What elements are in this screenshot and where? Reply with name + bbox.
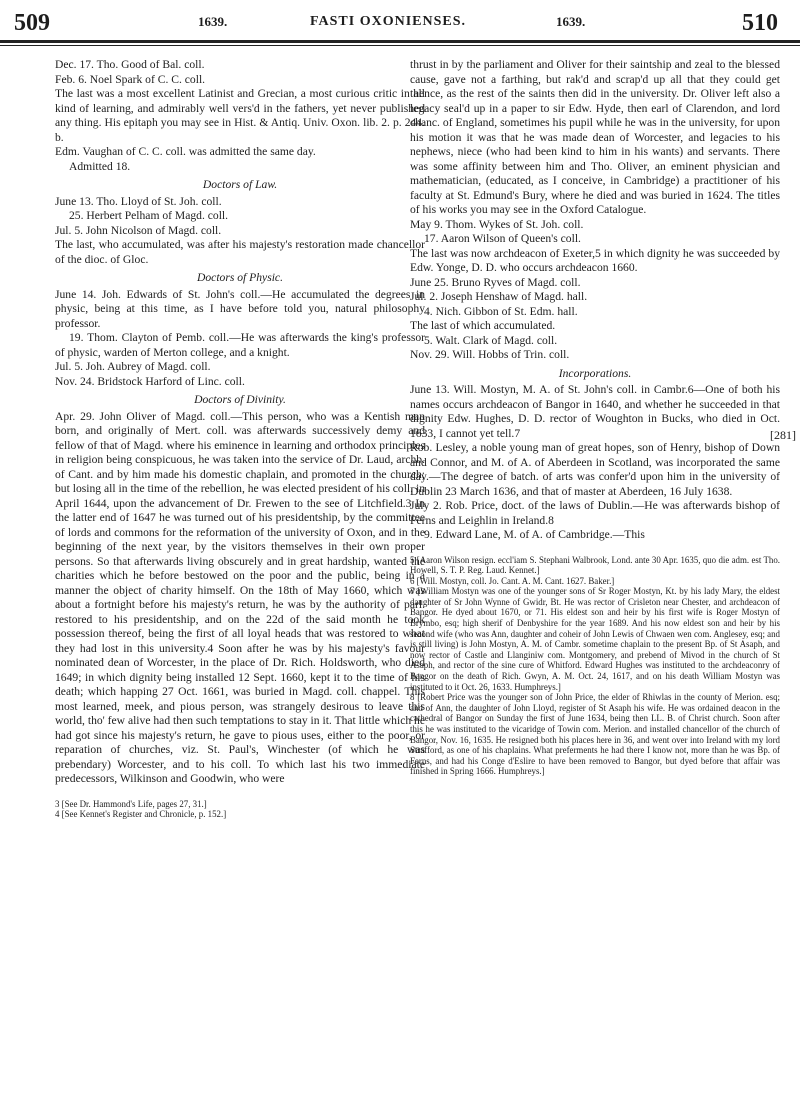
running-title: FASTI OXONIENSES. bbox=[310, 14, 467, 29]
entry-paragraph: 4. Nich. Gibbon of St. Edm. hall. bbox=[424, 304, 578, 318]
section-heading: Doctors of Law. bbox=[202, 178, 278, 191]
footnote: 3 [See Dr. Hammond's Life, pages 27, 31.] bbox=[55, 798, 207, 809]
entry-paragraph: 25. Herbert Pelham of Magd. coll. bbox=[69, 209, 229, 222]
entry-paragraph: thrust in by the parliament and Oliver for their saintship and zeal to the blessed cause, gave not a farthing, but rak'd and scrap'd up all that they could get thence, as the rest of the saints then did in the university. Dr. Oliver left also a legacy seal'd up in a paper to sir Edw. Hyde, then earl of Clarendon, and lord chanc. of England, sometimes his pupil while he was in the university, for upon his motion it was that he was made dean of Worcester, and legacies to his nephews, niece (who had been kind to him in his wants) and servants. There was some affinity between him and Tho. Oliver, an eminent physician and mathematician, (educated, as I conceive, in Cambridge) a practitioner of his faculty at St. Edmund's Bury, where he died and was buried in 1624. The titles of his works you may see in the Oxford Catalogue. bbox=[410, 58, 780, 216]
entry-paragraph: Jul. 2. Joseph Henshaw of Magd. hall. bbox=[410, 290, 588, 303]
entry-paragraph: The last was now archdeacon of Exeter,5 in which dignity he was succeeded by Edw. Yonge, D. D. who occurs archdeacon 1660. bbox=[410, 246, 780, 274]
right-page-number: 510 bbox=[742, 10, 778, 36]
entry-paragraph: Admitted 18. bbox=[69, 159, 131, 173]
section-heading: Doctors of Physic. bbox=[197, 271, 283, 284]
entry-paragraph: 17. Aaron Wilson of Queen's coll. bbox=[424, 232, 581, 245]
entry-paragraph: Rob. Lesley, a noble young man of great hopes, son of Henry, bishop of Down and Connor, and M. of A. of Aberdeen in Scotland, was incorporated the same day.—The degree of batch. of arts was confer'd upon him in the university of Dublin 23 March 1636, and that of master at Aberdeen, 16 July 1638. bbox=[410, 441, 780, 498]
footnote-separator bbox=[410, 543, 780, 555]
entry-paragraph: 9. Edward Lane, M. of A. of Cambridge.—This bbox=[424, 528, 645, 541]
right-column bbox=[410, 58, 780, 777]
left-page-number: 509 bbox=[14, 10, 50, 36]
entry-paragraph: Nov. 24. Bridstock Harford of Linc. coll. bbox=[55, 374, 245, 388]
header-rule-thick bbox=[0, 40, 800, 43]
entry-paragraph: The last, who accumulated, was after his majesty's restoration made chancellor of the dioc. of Gloc. bbox=[55, 238, 425, 266]
header-rule-thin bbox=[0, 45, 800, 46]
footnote: 4 [See Kennet's Register and Chronicle, p. 152.] bbox=[55, 809, 227, 820]
entry-paragraph: Dec. 17. Tho. Good of Bal. coll. bbox=[55, 58, 205, 71]
entry-paragraph: Feb. 6. Noel Spark of C. C. coll. bbox=[55, 72, 206, 86]
entry-paragraph: June 13. Tho. Lloyd of St. Joh. coll. bbox=[55, 194, 222, 208]
right-year: 1639. bbox=[556, 14, 586, 29]
entry-paragraph: The last was a most excellent Latinist and Grecian, a most curious critic in all kind of learning, and admirably well vers'd in the fathers, yet never published any thing. His epitaph you may see in Hist. & Antiq. Univ. Oxon. lib. 2. p. 244. b. bbox=[55, 87, 425, 144]
entry-paragraph: The last of which accumulated. bbox=[410, 319, 556, 332]
entry-paragraph: June 13. Will. Mostyn, M. A. of St. John's coll. in Cambr.6—One of both his names occurs archdeacon of Bangor in 1640, and whether he succeeded in that dignity Edw. Hughes, D. D. rector of Woughton in Bucks, who died in Oct. 1633, I cannot yet tell.7 bbox=[410, 383, 780, 440]
entry-paragraph: 19. Thom. Clayton of Pemb. coll.—He was afterwards the king's professor of physic, warden of Merton college, and a knight. bbox=[55, 331, 425, 359]
footnote-separator bbox=[55, 787, 425, 799]
entry-paragraph: June 14. Joh. Edwards of St. John's coll.—He accumulated the degrees in physic, being at this time, as I have before told you, natural philosophy professor. bbox=[55, 287, 425, 330]
entry-paragraph: 5. Walt. Clark of Magd. coll. bbox=[424, 333, 558, 347]
margin-page-reference: [281] bbox=[770, 428, 796, 442]
footnote: 8 [Robert Price was the younger son of John Price, the elder of Rhiwlas in the county of Merion. esq; and of Ann, the daughter of John Lloyd, register of St Asaph his wife. He was ordained deacon in the cathedral of Bangor on Sunday the first of June 1634, being then LL. B. of Christ church. Soon after this he was instituted to the vicaridge of Towin com. Merion. and installed chancellor of the church of Bangor, Nov. 16, 1635. He resigned both his places here in 36, and went over into Ireland with my lord Strafford, as one of his chaplains. What preferments he had there I know not, more than he was Bp. of Ferns, and had his Conge d'Eslire to have been removed to Bangor, but dyed before that affair was finished in Spring 1666. Humphreys.] bbox=[410, 692, 780, 777]
footnote: 6 [Will. Mostyn, coll. Jo. Cant. A. M. Cant. 1627. Baker.] bbox=[410, 575, 615, 586]
entry-paragraph: July 2. Rob. Price, doct. of the laws of Dublin.—He was afterwards bishop of Ferns and Leighlin in Ireland.8 bbox=[410, 499, 780, 527]
entry-paragraph: May 9. Thom. Wykes of St. Joh. coll. bbox=[410, 217, 584, 231]
entry-paragraph: Nov. 29. Will. Hobbs of Trin. coll. bbox=[410, 348, 570, 361]
footnote: 7 [William Mostyn was one of the younger sons of Sr Roger Mostyn, Kt. by his lady Mary, the eldest daughter of Sr John Wynne of Gwidr, Bt. He was rector of Crisleton near Chester, and archdeacon of Bangor. He dyed about 1670, or 71. His eldest son and heir by his first wife is Roger Mostyn of Brymbo, esq; high sherif of Denbyshire for the year 1689. And his now eldest son and heir by his second wife (who was Ann, daughter and coheir of John Lewis of Chwaen wen com. Anglesey, esq; and is still living) is John Mostyn, A. M. of Cambr. sometime chaplain to the present Bp. of St Asaph, and now rector of Castle and Llanginiw com. Montgomery, and prebend of Mivod in the church of St Asaph, and rector of the sine cure of Whitford. Edward Hughes was instituted to the archdeaconry of Bangor on the death of Rich. Gwyn, A. M. Oct. 24, 1617, and on his death William Mostyn was instituted to it Oct. 26, 1633. Humphreys.] bbox=[410, 586, 780, 692]
entry-paragraph: Jul. 5. Joh. Aubrey of Magd. coll. bbox=[55, 360, 211, 373]
section-heading: Incorporations. bbox=[558, 366, 632, 380]
left-year: 1639. bbox=[198, 14, 228, 29]
section-heading: Doctors of Divinity. bbox=[194, 393, 286, 406]
entry-paragraph: Jul. 5. John Nicolson of Magd. coll. bbox=[55, 223, 222, 237]
entry-paragraph: Edm. Vaughan of C. C. coll. was admitted the same day. bbox=[55, 145, 316, 158]
footnote: 5 [Aaron Wilson resign. eccl'iam S. Stephani Walbrook, Lond. ante 30 Apr. 1635, quo die adm. est Tho. Howell, S. T. P. Reg. Laud. Kennet.] bbox=[410, 554, 780, 576]
left-column bbox=[55, 58, 425, 820]
entry-paragraph: June 25. Bruno Ryves of Magd. coll. bbox=[410, 275, 581, 289]
entry-paragraph: Apr. 29. John Oliver of Magd. coll.—This person, who was a Kentish man born, and originally of Mert. coll. was afterwards successively demy and fellow of that of Magd. where his eminence in learning and orthodox principles in religion being conspicuous, he was taken into the service of Dr. Laud, archb. of Cant. and by him made his domestic chaplain, and promoted in the church; but losing all in the time of the rebellion, he was elected president of his coll. in April 1644, upon the advancement of Dr. Frewen to the see of Litchfield.3 In the latter end of 1647 he was turned out of his presidentship, by the committee of lords and commons for the reformation of the university of Oxon, and in the beginning of the next year, by the visitors themselves in their own proper persons. So that afterwards living obscurely and in great hardship, wanted the charities which he before bestowed on the poor and the public, being in a manner the object of charity himself. On the 18th of May 1660, which was about a fortnight before his majesty's return, he was by the authority of parl. restored to his presidentship, and on the 22d of the said month he took possession thereof, being the first of all loyal heads that was restored to what they had lost in this university.4 Soon after he was by his majesty's favour nominated dean of Worcester, in the place of Dr. Rich. Holdsworth, who died 1649; in which dignity being installed 12 Sept. 1660, kept it to the time of his death; which happing 27 Oct. 1661, was buried in Magd. coll. chappel. This most learned, meek, and pious person, was strangely desirous to leave this world, tho' few alive had then such temptations to stay in it. That little which he had got since his majesty's return, he gave to pious uses, either to the poor, or reparation of churches, viz. St. Paul's, Winchester (of which he was prebendary) Worcester, and to his coll. To which last his two immediate predecessors, Wilkinson and Goodwin, who were bbox=[55, 409, 425, 785]
